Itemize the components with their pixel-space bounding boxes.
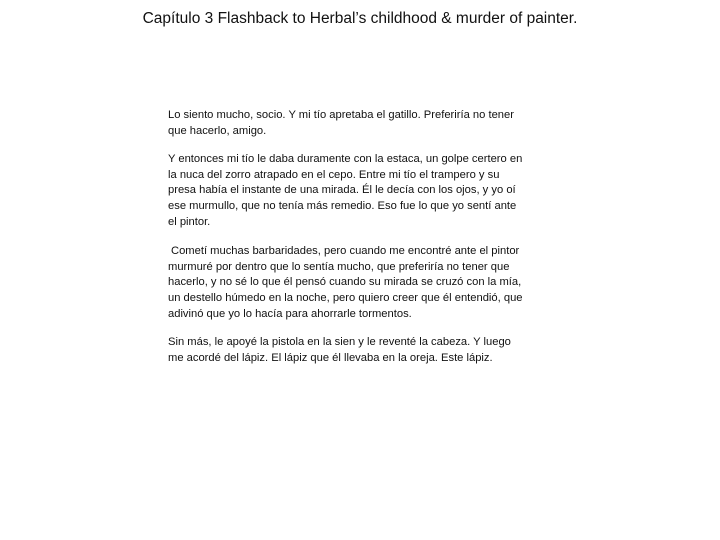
slide-title — [0, 9, 720, 29]
body-text — [168, 108, 528, 366]
title-text: Flashback to Herbal’s childhood & murder of painter. — [217, 10, 578, 27]
paragraph-4: Sin más, le apoyé la pistola en la sien y le reventé la cabeza. Y luego me acordé del lápiz. El lápiz que él llevaba en la oreja. Este lápiz. — [168, 336, 511, 364]
paragraph-2: Y entonces mi tío le daba duramente con la estaca, un golpe certero en la nuca del zorro atrapado en el cepo. Entre mi tío el trampero y su presa había el instante de una mirada. Él le decía con los ojos, y yo oí ese murmullo, que no tenía más remedio. Eso fue lo que yo sentí ante el pintor. — [168, 153, 523, 228]
paragraph-1: Lo siento mucho, socio. Y mi tío apretaba el gatillo. Preferiría no tener que hacerlo, amigo. — [168, 109, 514, 137]
paragraph-3: Cometí muchas barbaridades, pero cuando me encontré ante el pintor murmuré por dentro que lo sentía mucho, que preferiría no tener que hacerlo, y no sé lo que él pensó cuando su mirada se cruzó con la mía, un destello húmedo en la noche, pero quiero creer que él entendió, que adivinó que yo lo hacía para ahorrarle tormentos. — [168, 245, 523, 320]
chapter-label: Capítulo 3 — [142, 10, 214, 27]
